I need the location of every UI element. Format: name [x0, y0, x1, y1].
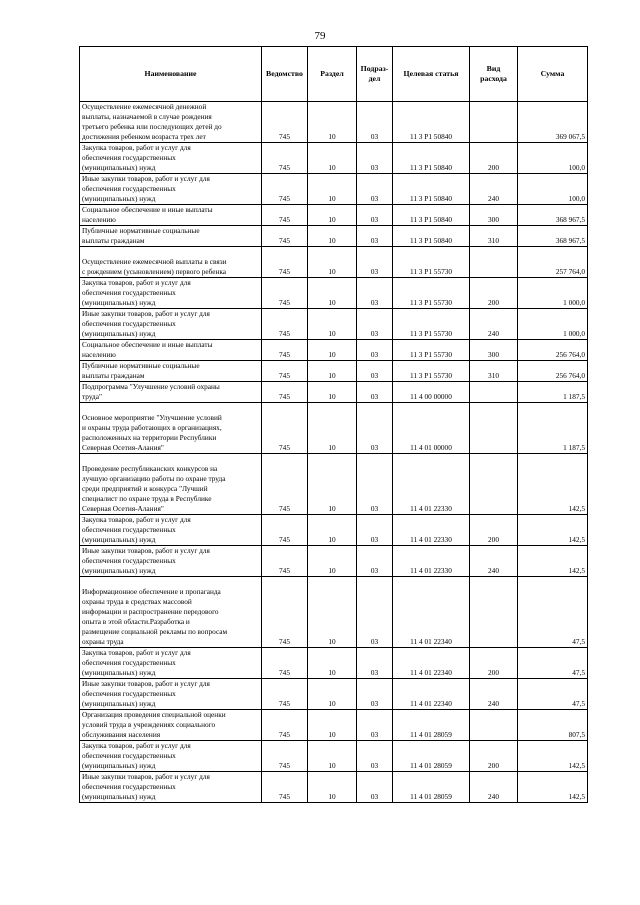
table-row: [80, 546, 588, 577]
row-department: 745: [262, 515, 308, 546]
header-department: Ведомство: [262, 47, 308, 102]
row-department: 745: [262, 278, 308, 309]
row-name: Информационное обеспечение и пропаганда охраны труда в средствах массовой информации и распространение передового опыта в этой области.Разработка и размещение социальной рекламы по вопросам охраны труда: [80, 577, 262, 648]
row-section: 10: [308, 515, 357, 546]
row-department: 745: [262, 577, 308, 648]
row-amount: 1 000,0: [518, 309, 588, 340]
row-target-article: 11 3 Р1 50840: [393, 174, 470, 205]
table-row: [80, 361, 588, 382]
row-subsection: 03: [357, 403, 393, 454]
row-expense-type: [470, 102, 518, 143]
row-section: 10: [308, 710, 357, 741]
row-expense-type: 200: [470, 741, 518, 772]
row-subsection: 03: [357, 143, 393, 174]
table-row: [80, 278, 588, 309]
row-section: 10: [308, 205, 357, 226]
row-department: 745: [262, 340, 308, 361]
row-expense-type: [470, 382, 518, 403]
row-amount: 100,0: [518, 143, 588, 174]
row-department: 745: [262, 772, 308, 803]
row-subsection: 03: [357, 340, 393, 361]
row-department: 745: [262, 454, 308, 515]
row-target-article: 11 3 Р1 50840: [393, 102, 470, 143]
row-amount: 142,5: [518, 772, 588, 803]
row-amount: 1 000,0: [518, 278, 588, 309]
row-target-article: 11 4 01 22340: [393, 679, 470, 710]
row-subsection: 03: [357, 361, 393, 382]
row-section: 10: [308, 143, 357, 174]
row-department: 745: [262, 648, 308, 679]
row-name: Иные закупки товаров, работ и услуг для обеспечения государственных (муниципальных) нужд: [80, 174, 262, 205]
row-section: 10: [308, 403, 357, 454]
row-department: 745: [262, 143, 308, 174]
row-target-article: 11 3 Р1 55730: [393, 309, 470, 340]
row-department: 745: [262, 679, 308, 710]
row-amount: 807,5: [518, 710, 588, 741]
row-target-article: 11 3 Р1 50840: [393, 205, 470, 226]
row-subsection: 03: [357, 577, 393, 648]
header-section: Раздел: [308, 47, 357, 102]
row-expense-type: 200: [470, 278, 518, 309]
row-section: 10: [308, 102, 357, 143]
table-header: [80, 47, 588, 102]
header-name: Наименование: [80, 47, 262, 102]
row-subsection: 03: [357, 648, 393, 679]
row-subsection: 03: [357, 247, 393, 278]
row-amount: 142,5: [518, 741, 588, 772]
row-expense-type: 310: [470, 226, 518, 247]
table-row: [80, 515, 588, 546]
row-section: 10: [308, 309, 357, 340]
row-section: 10: [308, 226, 357, 247]
row-expense-type: 200: [470, 143, 518, 174]
table-row: [80, 710, 588, 741]
row-target-article: 11 3 Р1 55730: [393, 278, 470, 309]
row-expense-type: 240: [470, 546, 518, 577]
row-subsection: 03: [357, 515, 393, 546]
table-row: [80, 174, 588, 205]
row-section: 10: [308, 382, 357, 403]
table-row: [80, 205, 588, 226]
row-target-article: 11 3 Р1 55730: [393, 340, 470, 361]
row-target-article: 11 4 01 22340: [393, 577, 470, 648]
row-target-article: 11 4 01 22330: [393, 546, 470, 577]
row-section: 10: [308, 546, 357, 577]
row-section: 10: [308, 679, 357, 710]
table-row: [80, 648, 588, 679]
row-section: 10: [308, 772, 357, 803]
row-name: Закупка товаров, работ и услуг для обеспечения государственных (муниципальных) нужд: [80, 143, 262, 174]
row-name: Осуществление ежемесячной денежной выплаты, назначаемой в случае рождения третьего ребенка или последующих детей до достижения ребенком возраста трех лет: [80, 102, 262, 143]
budget-table: [79, 46, 588, 803]
row-target-article: 11 4 00 00000: [393, 382, 470, 403]
page-number: 79: [314, 30, 326, 42]
row-name: Публичные нормативные социальные выплаты гражданам: [80, 226, 262, 247]
row-department: 745: [262, 741, 308, 772]
row-expense-type: 200: [470, 515, 518, 546]
row-amount: 369 067,5: [518, 102, 588, 143]
row-expense-type: [470, 577, 518, 648]
table-row: [80, 454, 588, 515]
row-target-article: 11 4 01 28059: [393, 772, 470, 803]
row-amount: 100,0: [518, 174, 588, 205]
table-row: [80, 577, 588, 648]
table-row: [80, 382, 588, 403]
row-target-article: 11 4 01 00000: [393, 403, 470, 454]
row-section: 10: [308, 648, 357, 679]
row-name: Подпрограмма "Улучшение условий охраны труда": [80, 382, 262, 403]
header-target-article: Целевая статья: [393, 47, 470, 102]
row-name: Социальное обеспечение и иные выплаты населению: [80, 205, 262, 226]
table-row: [80, 772, 588, 803]
row-name: Публичные нормативные социальные выплаты гражданам: [80, 361, 262, 382]
row-name: Закупка товаров, работ и услуг для обеспечения государственных (муниципальных) нужд: [80, 278, 262, 309]
row-name: Иные закупки товаров, работ и услуг для обеспечения государственных (муниципальных) нужд: [80, 679, 262, 710]
table-body: [80, 102, 588, 803]
row-subsection: 03: [357, 174, 393, 205]
row-subsection: 03: [357, 546, 393, 577]
row-name: Организация проведения специальной оценки условий труда в учреждениях социального обслуживания населения: [80, 710, 262, 741]
row-target-article: 11 3 Р1 50840: [393, 143, 470, 174]
row-subsection: 03: [357, 278, 393, 309]
row-section: 10: [308, 741, 357, 772]
row-subsection: 03: [357, 679, 393, 710]
row-amount: 368 967,5: [518, 226, 588, 247]
row-subsection: 03: [357, 309, 393, 340]
table-row: [80, 102, 588, 143]
row-amount: 47,5: [518, 577, 588, 648]
row-target-article: 11 3 Р1 55730: [393, 361, 470, 382]
row-amount: 142,5: [518, 515, 588, 546]
row-department: 745: [262, 174, 308, 205]
row-department: 745: [262, 403, 308, 454]
table-row: [80, 741, 588, 772]
row-name: Закупка товаров, работ и услуг для обеспечения государственных (муниципальных) нужд: [80, 741, 262, 772]
row-expense-type: 300: [470, 340, 518, 361]
row-target-article: 11 3 Р1 55730: [393, 247, 470, 278]
header-subsection: Подраз- дел: [357, 47, 393, 102]
table-row: [80, 340, 588, 361]
row-subsection: 03: [357, 102, 393, 143]
row-expense-type: 240: [470, 679, 518, 710]
table-row: [80, 226, 588, 247]
row-section: 10: [308, 454, 357, 515]
row-expense-type: [470, 403, 518, 454]
table-row: [80, 679, 588, 710]
row-subsection: 03: [357, 710, 393, 741]
row-department: 745: [262, 546, 308, 577]
table-row: [80, 143, 588, 174]
row-section: 10: [308, 174, 357, 205]
row-expense-type: 300: [470, 205, 518, 226]
row-target-article: 11 4 01 22330: [393, 454, 470, 515]
row-expense-type: 240: [470, 309, 518, 340]
row-subsection: 03: [357, 454, 393, 515]
row-expense-type: 240: [470, 174, 518, 205]
row-expense-type: 310: [470, 361, 518, 382]
row-target-article: 11 4 01 22340: [393, 648, 470, 679]
row-subsection: 03: [357, 382, 393, 403]
row-department: 745: [262, 382, 308, 403]
row-name: Иные закупки товаров, работ и услуг для обеспечения государственных (муниципальных) нужд: [80, 546, 262, 577]
row-name: Иные закупки товаров, работ и услуг для обеспечения государственных (муниципальных) нужд: [80, 309, 262, 340]
row-expense-type: 200: [470, 648, 518, 679]
row-department: 745: [262, 309, 308, 340]
row-subsection: 03: [357, 226, 393, 247]
row-amount: 257 764,0: [518, 247, 588, 278]
row-name: Основное мероприятие "Улучшение условий и охраны труда работающих в организациях, расположенных на территории Республики Северная Осетия-Алания": [80, 403, 262, 454]
row-target-article: 11 3 Р1 50840: [393, 226, 470, 247]
row-name: Проведение республиканских конкурсов на лучшую организацию работы по охране труда среди предприятий и конкурса "Лучший специалист по охране труда в Республике Северная Осетия-Алания": [80, 454, 262, 515]
row-amount: 142,5: [518, 546, 588, 577]
row-name: Закупка товаров, работ и услуг для обеспечения государственных (муниципальных) нужд: [80, 515, 262, 546]
row-department: 745: [262, 361, 308, 382]
row-department: 745: [262, 710, 308, 741]
row-section: 10: [308, 278, 357, 309]
row-department: 745: [262, 102, 308, 143]
table-row: [80, 403, 588, 454]
row-expense-type: [470, 710, 518, 741]
header-row: [80, 47, 588, 102]
header-amount: Сумма: [518, 47, 588, 102]
row-expense-type: 240: [470, 772, 518, 803]
row-expense-type: [470, 247, 518, 278]
row-amount: 1 187,5: [518, 382, 588, 403]
row-name: Закупка товаров, работ и услуг для обеспечения государственных (муниципальных) нужд: [80, 648, 262, 679]
row-name: Иные закупки товаров, работ и услуг для обеспечения государственных (муниципальных) нужд: [80, 772, 262, 803]
row-department: 745: [262, 226, 308, 247]
row-expense-type: [470, 454, 518, 515]
row-amount: 47,5: [518, 679, 588, 710]
row-section: 10: [308, 361, 357, 382]
row-subsection: 03: [357, 772, 393, 803]
row-section: 10: [308, 247, 357, 278]
row-subsection: 03: [357, 741, 393, 772]
row-amount: 256 764,0: [518, 361, 588, 382]
row-department: 745: [262, 205, 308, 226]
row-section: 10: [308, 577, 357, 648]
row-amount: 1 187,5: [518, 403, 588, 454]
table-row: [80, 309, 588, 340]
header-expense-type: Вид расхода: [470, 47, 518, 102]
row-name: Осуществление ежемесячной выплаты в связи с рождением (усыновлением) первого ребенка: [80, 247, 262, 278]
row-section: 10: [308, 340, 357, 361]
row-amount: 142,5: [518, 454, 588, 515]
table-row: [80, 247, 588, 278]
row-amount: 368 967,5: [518, 205, 588, 226]
row-name: Социальное обеспечение и иные выплаты населению: [80, 340, 262, 361]
row-amount: 256 764,0: [518, 340, 588, 361]
row-target-article: 11 4 01 28059: [393, 741, 470, 772]
row-amount: 47,5: [518, 648, 588, 679]
row-target-article: 11 4 01 28059: [393, 710, 470, 741]
row-subsection: 03: [357, 205, 393, 226]
row-department: 745: [262, 247, 308, 278]
row-target-article: 11 4 01 22330: [393, 515, 470, 546]
